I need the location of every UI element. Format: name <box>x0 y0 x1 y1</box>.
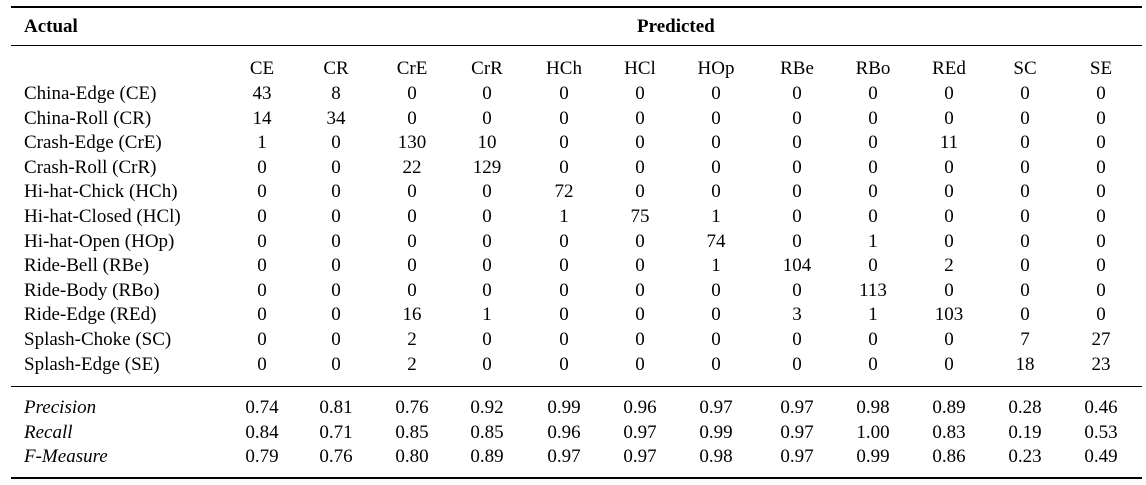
table-cell: 0 <box>944 206 954 227</box>
table-cell: 0 <box>482 83 492 104</box>
table-cell: 0 <box>482 255 492 277</box>
table-cell: 0 <box>257 156 267 178</box>
table-cell: 0 <box>331 279 341 301</box>
table-cell: 0 <box>257 329 267 350</box>
metric-cell: 0.97 <box>623 421 657 443</box>
table-cell: 0 <box>944 230 954 252</box>
table-cell: 0 <box>635 230 645 252</box>
table-cell: 0 <box>331 353 341 375</box>
table-cell: 0 <box>635 329 645 350</box>
metric-cell: 0.85 <box>395 421 429 443</box>
metric-label: Recall <box>24 421 73 443</box>
metric-cell: 0.19 <box>1008 421 1042 443</box>
metric-label: Precision <box>24 397 97 418</box>
table-cell: 0 <box>257 230 267 252</box>
metric-cell: 0.96 <box>623 397 657 418</box>
table-cell: 0 <box>407 206 417 227</box>
table-cell: 0 <box>559 279 569 301</box>
table-cell: 0 <box>331 255 341 277</box>
row-label: Hi-hat-Closed (HCl) <box>24 206 181 227</box>
metric-cell: 0.46 <box>1084 397 1118 418</box>
metric-cell: 0.99 <box>547 397 581 418</box>
metric-cell: 0.28 <box>1008 397 1042 418</box>
metric-cell: 1.00 <box>856 421 890 443</box>
table-cell: 0 <box>482 107 492 129</box>
table-cell: 0 <box>257 279 267 301</box>
table-cell: 0 <box>944 279 954 301</box>
table-cell: 0 <box>944 329 954 350</box>
table-cell: 0 <box>1096 132 1106 154</box>
table-cell: 43 <box>252 83 272 104</box>
column-header: CrE <box>396 58 428 79</box>
table-cell: 0 <box>407 181 417 203</box>
table-cell: 0 <box>559 353 569 375</box>
table-cell: 0 <box>482 230 492 252</box>
table-cell: 0 <box>257 304 267 326</box>
table-cell: 0 <box>407 83 417 104</box>
table-cell: 0 <box>331 181 341 203</box>
column-header: CrR <box>471 58 503 79</box>
table-cell: 8 <box>331 83 341 104</box>
table-cell: 0 <box>559 304 569 326</box>
table-cell: 0 <box>792 83 802 104</box>
metric-cell: 0.97 <box>780 397 814 418</box>
table-cell: 0 <box>1020 83 1030 104</box>
header-rule <box>11 45 1142 46</box>
table-cell: 0 <box>407 255 417 277</box>
metric-cell: 0.83 <box>932 421 966 443</box>
table-cell: 0 <box>711 304 721 326</box>
table-cell: 0 <box>1096 83 1106 104</box>
table-cell: 0 <box>1096 279 1106 301</box>
table-cell: 0 <box>868 132 878 154</box>
table-cell: 0 <box>482 206 492 227</box>
table-cell: 0 <box>331 132 341 154</box>
table-cell: 0 <box>868 107 878 129</box>
metric-cell: 0.96 <box>547 421 581 443</box>
table-cell: 0 <box>711 107 721 129</box>
table-cell: 0 <box>868 156 878 178</box>
table-cell: 23 <box>1091 353 1111 375</box>
row-label: Ride-Bell (RBe) <box>24 255 150 277</box>
table-cell: 0 <box>635 353 645 375</box>
metric-cell: 0.23 <box>1008 446 1042 468</box>
table-cell: 1 <box>711 255 721 277</box>
table-cell: 0 <box>482 279 492 301</box>
table-cell: 0 <box>482 329 492 350</box>
table-cell: 0 <box>792 329 802 350</box>
table-cell: 0 <box>1020 230 1030 252</box>
table-cell: 1 <box>482 304 492 326</box>
column-header: RBe <box>780 58 814 79</box>
table-cell: 0 <box>635 83 645 104</box>
table-cell: 0 <box>792 206 802 227</box>
table-cell: 22 <box>402 156 422 178</box>
row-label: Splash-Choke (SC) <box>24 329 172 350</box>
table-cell: 0 <box>635 181 645 203</box>
table-cell: 74 <box>706 230 726 252</box>
metric-cell: 0.97 <box>547 446 581 468</box>
table-cell: 2 <box>407 329 417 350</box>
table-cell: 0 <box>868 181 878 203</box>
row-label: Ride-Body (RBo) <box>24 279 160 301</box>
metric-cell: 0.89 <box>470 446 504 468</box>
table-cell: 0 <box>559 329 569 350</box>
table-cell: 103 <box>934 304 964 326</box>
row-label: Hi-hat-Chick (HCh) <box>24 181 178 203</box>
table-cell: 0 <box>711 279 721 301</box>
table-cell: 0 <box>559 230 569 252</box>
table-cell: 0 <box>331 304 341 326</box>
table-cell: 0 <box>635 156 645 178</box>
column-header: REd <box>932 58 966 79</box>
table-cell: 0 <box>944 353 954 375</box>
table-cell: 0 <box>944 107 954 129</box>
table-cell: 0 <box>868 255 878 277</box>
metric-cell: 0.71 <box>319 421 353 443</box>
metric-cell: 0.99 <box>699 421 733 443</box>
actual-header: Actual <box>24 16 78 37</box>
table-cell: 18 <box>1015 353 1035 375</box>
column-header: HCl <box>624 58 656 79</box>
table-cell: 0 <box>711 132 721 154</box>
metric-cell: 0.81 <box>319 397 353 418</box>
table-cell: 0 <box>1096 255 1106 277</box>
table-cell: 14 <box>252 107 272 129</box>
table-cell: 2 <box>944 255 954 277</box>
metric-cell: 0.97 <box>623 446 657 468</box>
table-cell: 0 <box>711 156 721 178</box>
table-cell: 0 <box>559 83 569 104</box>
table-cell: 0 <box>1096 156 1106 178</box>
table-cell: 1 <box>711 206 721 227</box>
table-cell: 0 <box>1096 304 1106 326</box>
table-cell: 1 <box>868 304 878 326</box>
metric-cell: 0.85 <box>470 421 504 443</box>
table-cell: 16 <box>402 304 422 326</box>
table-cell: 34 <box>326 107 346 129</box>
table-cell: 0 <box>1096 230 1106 252</box>
metric-cell: 0.74 <box>245 397 279 418</box>
table-cell: 0 <box>711 329 721 350</box>
table-cell: 0 <box>1020 279 1030 301</box>
row-label: Crash-Roll (CrR) <box>24 156 157 178</box>
table-cell: 2 <box>407 353 417 375</box>
table-cell: 1 <box>559 206 569 227</box>
table-cell: 75 <box>630 206 650 227</box>
metric-cell: 0.53 <box>1084 421 1118 443</box>
metric-cell: 0.98 <box>699 446 733 468</box>
table-cell: 0 <box>1096 181 1106 203</box>
table-cell: 130 <box>397 132 427 154</box>
metric-label: F-Measure <box>24 446 108 468</box>
row-label: Hi-hat-Open (HOp) <box>24 230 175 252</box>
table-cell: 0 <box>711 83 721 104</box>
table-cell: 113 <box>859 279 887 301</box>
table-cell: 0 <box>1096 206 1106 227</box>
row-label: Ride-Edge (REd) <box>24 304 157 326</box>
metrics-rule <box>11 386 1142 387</box>
column-header: HCh <box>546 58 582 79</box>
table-cell: 0 <box>944 181 954 203</box>
table-cell: 1 <box>257 132 267 154</box>
column-header: HOp <box>697 58 735 79</box>
table-cell: 104 <box>782 255 812 277</box>
metric-cell: 0.80 <box>395 446 429 468</box>
table-cell: 0 <box>257 181 267 203</box>
table-cell: 0 <box>792 279 802 301</box>
table-cell: 0 <box>559 255 569 277</box>
metric-cell: 0.49 <box>1084 446 1118 468</box>
row-label: China-Roll (CR) <box>24 107 152 129</box>
table-cell: 0 <box>407 107 417 129</box>
table-cell: 0 <box>257 255 267 277</box>
table-cell: 0 <box>944 156 954 178</box>
metric-cell: 0.97 <box>780 421 814 443</box>
table-cell: 0 <box>331 206 341 227</box>
table-cell: 0 <box>331 156 341 178</box>
table-cell: 0 <box>482 181 492 203</box>
column-header: SC <box>1013 58 1037 79</box>
table-cell: 0 <box>635 304 645 326</box>
table-cell: 0 <box>1096 107 1106 129</box>
table-cell: 0 <box>792 230 802 252</box>
metric-cell: 0.84 <box>245 421 279 443</box>
metric-cell: 0.89 <box>932 397 966 418</box>
table-cell: 11 <box>939 132 959 154</box>
table-cell: 0 <box>868 353 878 375</box>
table-cell: 3 <box>792 304 802 326</box>
table-cell: 0 <box>559 156 569 178</box>
table-cell: 0 <box>1020 107 1030 129</box>
table-cell: 7 <box>1020 329 1030 350</box>
metric-cell: 0.92 <box>470 397 504 418</box>
table-cell: 0 <box>868 329 878 350</box>
table-cell: 0 <box>257 353 267 375</box>
metric-cell: 0.86 <box>932 446 966 468</box>
row-label: Crash-Edge (CrE) <box>24 132 162 154</box>
table-cell: 0 <box>331 230 341 252</box>
table-cell: 0 <box>635 279 645 301</box>
table-cell: 0 <box>1020 181 1030 203</box>
table-cell: 10 <box>477 132 497 154</box>
table-cell: 0 <box>792 181 802 203</box>
metric-cell: 0.98 <box>856 397 890 418</box>
metric-cell: 0.76 <box>319 446 353 468</box>
table-cell: 0 <box>482 353 492 375</box>
table-cell: 0 <box>559 132 569 154</box>
predicted-header: Predicted <box>637 16 715 37</box>
top-rule <box>11 6 1142 8</box>
table-cell: 0 <box>407 230 417 252</box>
bottom-rule <box>11 477 1142 479</box>
table-cell: 0 <box>1020 255 1030 277</box>
table-cell: 0 <box>1020 132 1030 154</box>
table-cell: 27 <box>1091 329 1111 350</box>
table-cell: 0 <box>792 132 802 154</box>
column-header: SE <box>1089 58 1113 79</box>
metric-cell: 0.97 <box>780 446 814 468</box>
table-cell: 0 <box>635 107 645 129</box>
table-cell: 0 <box>792 156 802 178</box>
column-header: CR <box>323 58 349 79</box>
table-cell: 0 <box>868 83 878 104</box>
column-header: RBo <box>855 58 891 79</box>
table-cell: 0 <box>1020 206 1030 227</box>
table-cell: 0 <box>944 83 954 104</box>
table-cell: 0 <box>792 107 802 129</box>
table-cell: 0 <box>868 206 878 227</box>
table-cell: 0 <box>792 353 802 375</box>
table-cell: 129 <box>472 156 502 178</box>
row-label: Splash-Edge (SE) <box>24 353 160 375</box>
metric-cell: 0.99 <box>856 446 890 468</box>
table-cell: 0 <box>635 132 645 154</box>
metric-cell: 0.79 <box>245 446 279 468</box>
table-cell: 0 <box>407 279 417 301</box>
table-cell: 0 <box>635 255 645 277</box>
table-cell: 0 <box>1020 304 1030 326</box>
metric-cell: 0.97 <box>699 397 733 418</box>
table-cell: 0 <box>331 329 341 350</box>
table-cell: 0 <box>559 107 569 129</box>
metric-cell: 0.76 <box>395 397 429 418</box>
table-cell: 1 <box>868 230 878 252</box>
table-cell: 0 <box>711 181 721 203</box>
row-label: China-Edge (CE) <box>24 83 157 104</box>
column-header: CE <box>249 58 275 79</box>
table-cell: 0 <box>711 353 721 375</box>
table-cell: 72 <box>554 181 574 203</box>
table-cell: 0 <box>1020 156 1030 178</box>
table-cell: 0 <box>257 206 267 227</box>
